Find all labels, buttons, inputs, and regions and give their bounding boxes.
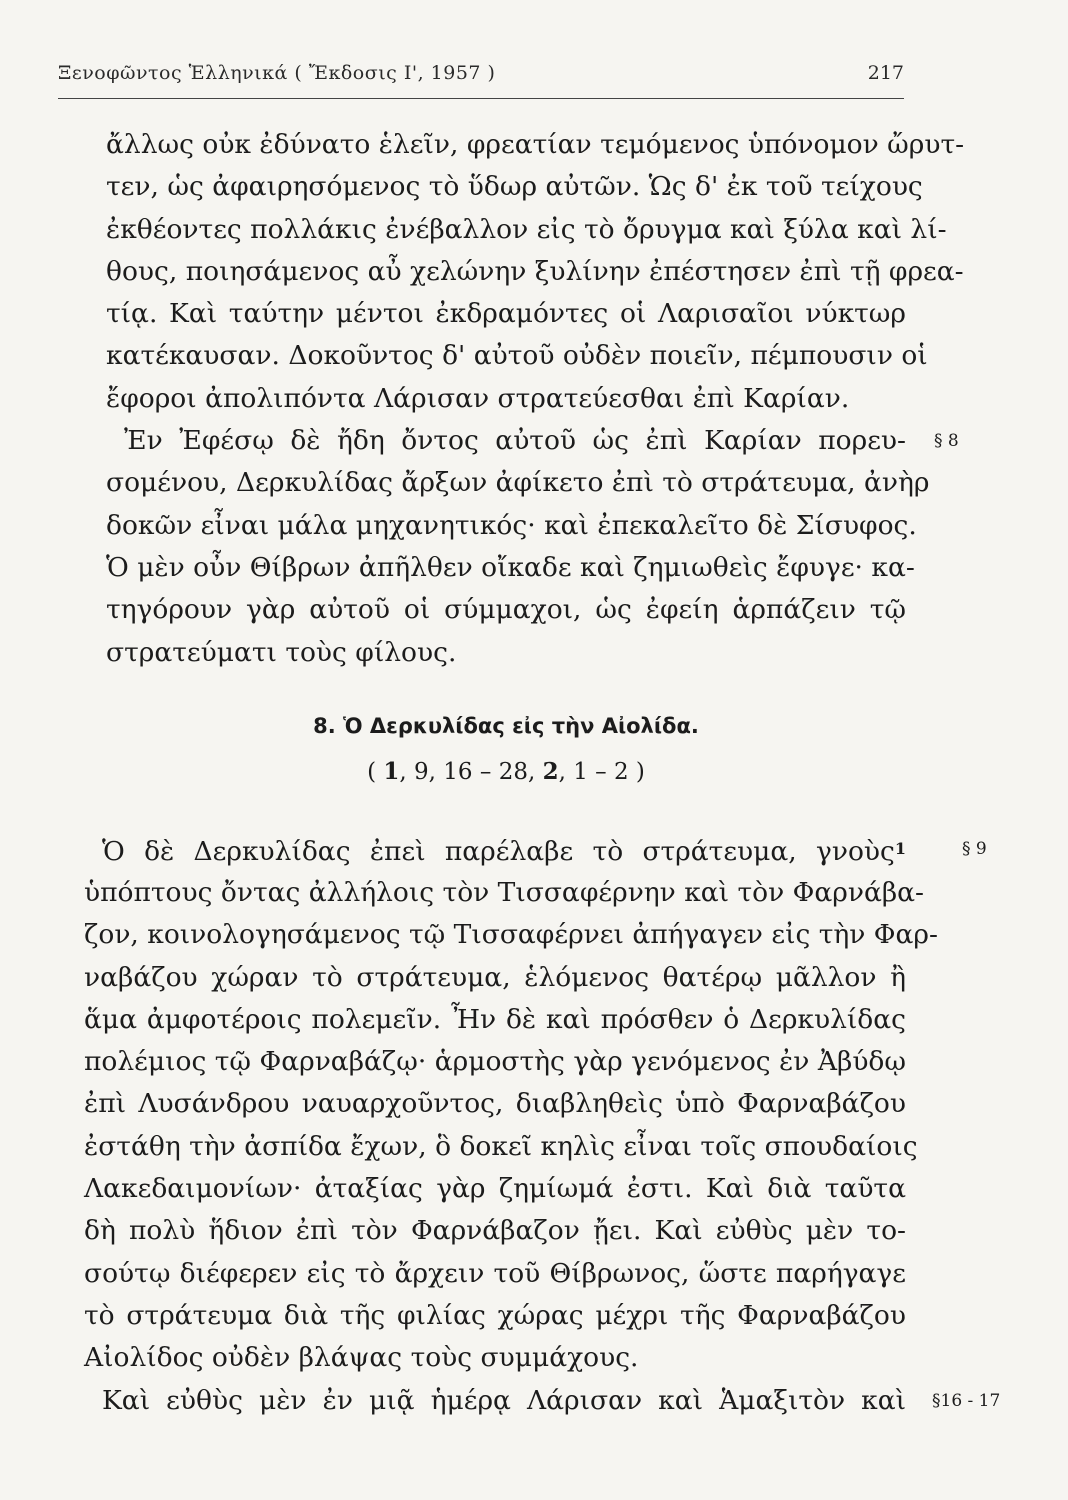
text-line: Ὁ δὲ Δερκυλίδας ἐπεὶ παρέλαβε τὸ στράτευμα, γνοὺς — [102, 836, 895, 867]
text-line: ὑπόπτους ὄντας ἀλλήλοις τὸν Τισσαφέρνην καὶ τὸν Φαρνάβα- — [84, 877, 925, 908]
text-line: Αἰολίδος οὐδὲν βλάψας τοὺς συμμάχους. — [84, 1342, 639, 1374]
text-line: πολέμιος τῷ Φαρναβάζῳ· ἁρμοστὴς γὰρ γενόμενος ἐν Ἀβύδῳ — [84, 1046, 906, 1078]
text-line-with-margin — [84, 1380, 1001, 1422]
margin-section-ref: § 9 — [962, 839, 987, 859]
text-line: ἐστάθη τὴν ἀσπίδα ἔχων, ὃ δοκεῖ κηλὶς εἶναι τοῖς σπουδαίοις — [84, 1130, 918, 1162]
text-line: ἅμα ἀμφοτέροις πολεμεῖν. Ἦν δὲ καὶ πρόσθεν ὁ Δερκυλίδας — [84, 1003, 906, 1035]
text-line: Καὶ εὐθὺς μὲν ἐν μιᾷ ἡμέρᾳ Λάρισαν καὶ Ἁμαξιτὸν καὶ — [102, 1384, 906, 1416]
text-line: Λακεδαιμονίων· ἀταξίας γὰρ ζημίωμά ἐστι. Καὶ διὰ ταῦτα — [84, 1173, 906, 1205]
text-line: Ἐν Ἐφέσῳ δὲ ἤδη ὄντος αὐτοῦ ὡς ἐπὶ Καρίαν πορευ- — [124, 425, 906, 457]
text-line: τηγόρουν γὰρ αὐτοῦ οἱ σύμμαχοι, ὡς ἐφείη ἁρπάζειν τῷ — [106, 594, 906, 626]
section-reference: ( 1, 9, 16 – 28, 2, 1 – 2 ) — [367, 758, 645, 785]
text-line: Ὁ μὲν οὖν Θίβρων ἀπῆλθεν οἴκαδε καὶ ζημιωθεὶς ἔφυγε· κα- — [106, 551, 915, 583]
text-line: κατέκαυσαν. Δοκοῦντος δ' αὐτοῦ οὐδὲν ποιεῖν, πέμπουσιν οἱ — [106, 340, 928, 372]
text-line: ἐπὶ Λυσάνδρου ναυαρχοῦντος, διαβληθεὶς ὑπὸ Φαρναβάζου — [84, 1088, 906, 1120]
footnote-marker: 1 — [894, 839, 906, 858]
text-line: ἐκθέοντες πολλάκις ἐνέβαλλον εἰς τὸ ὄρυγμα καὶ ξύλα καὶ λί- — [106, 213, 947, 245]
paragraph-block-1 — [106, 124, 965, 674]
text-line: ζον, κοινολογησάμενος τῷ Τισσαφέρνει ἀπήγαγεν εἰς τὴν Φαρ- — [84, 919, 938, 951]
text-line: θους, ποιησάμενος αὖ χελώνην ξυλίνην ἐπέστησεν ἐπὶ τῇ φρεα- — [106, 255, 964, 287]
page-number: 217 — [867, 62, 904, 84]
text-line: δὴ πολὺ ἥδιον ἐπὶ τὸν Φαρνάβαζον ᾔει. Καὶ εὐθὺς μὲν το- — [84, 1215, 906, 1247]
text-line: τίᾳ. Καὶ ταύτην μέντοι ἐκδραμόντες οἱ Λαρισαῖοι νύκτωρ — [106, 298, 906, 330]
text-line: ναβάζου χώραν τὸ στράτευμα, ἑλόμενος θατέρῳ μᾶλλον ἢ — [84, 961, 906, 993]
paragraph-block-2 — [84, 826, 1001, 1422]
margin-section-ref: § 8 — [934, 431, 959, 452]
text-line: δοκῶν εἶναι μάλα μηχανητικός· καὶ ἐπεκαλεῖτο δὲ Σίσυφος. — [106, 509, 917, 541]
text-line: τὸ στράτευμα διὰ τῆς φιλίας χώρας μέχρι τῆς Φαρναβάζου — [84, 1299, 906, 1331]
margin-section-ref: §16 - 17 — [932, 1390, 1001, 1411]
text-line-with-margin — [84, 826, 987, 872]
running-header — [58, 58, 904, 99]
text-line: σούτῳ διέφερεν εἰς τὸ ἄρχειν τοῦ Θίβρωνος, ὥστε παρήγαγε — [84, 1257, 906, 1289]
text-line-with-margin — [106, 420, 959, 462]
text-line: σομένου, Δερκυλίδας ἄρξων ἀφίκετο ἐπὶ τὸ στράτευμα, ἀνὴρ — [106, 467, 930, 499]
text-line: στρατεύματι τοὺς φίλους. — [106, 636, 457, 668]
text-line: ἄλλως οὐκ ἐδύνατο ἑλεῖν, φρεατίαν τεμόμενος ὑπόνομον ὤρυτ- — [106, 129, 965, 160]
text-line: τεν, ὡς ἀφαιρησόμενος τὸ ὕδωρ αὐτῶν. Ὡς δ' ἐκ τοῦ τείχους — [106, 171, 923, 203]
running-title: Ξενοφῶντος Ἑλληνικά ( Ἔκδοσις Ι', 1957 ) — [58, 62, 496, 84]
section-title: 8. Ὁ Δερκυλίδας εἰς τὴν Αἰολίδα. — [313, 714, 699, 738]
text-line: ἔφοροι ἀπολιπόντα Λάρισαν στρατεύεσθαι ἐπὶ Καρίαν. — [106, 382, 850, 414]
